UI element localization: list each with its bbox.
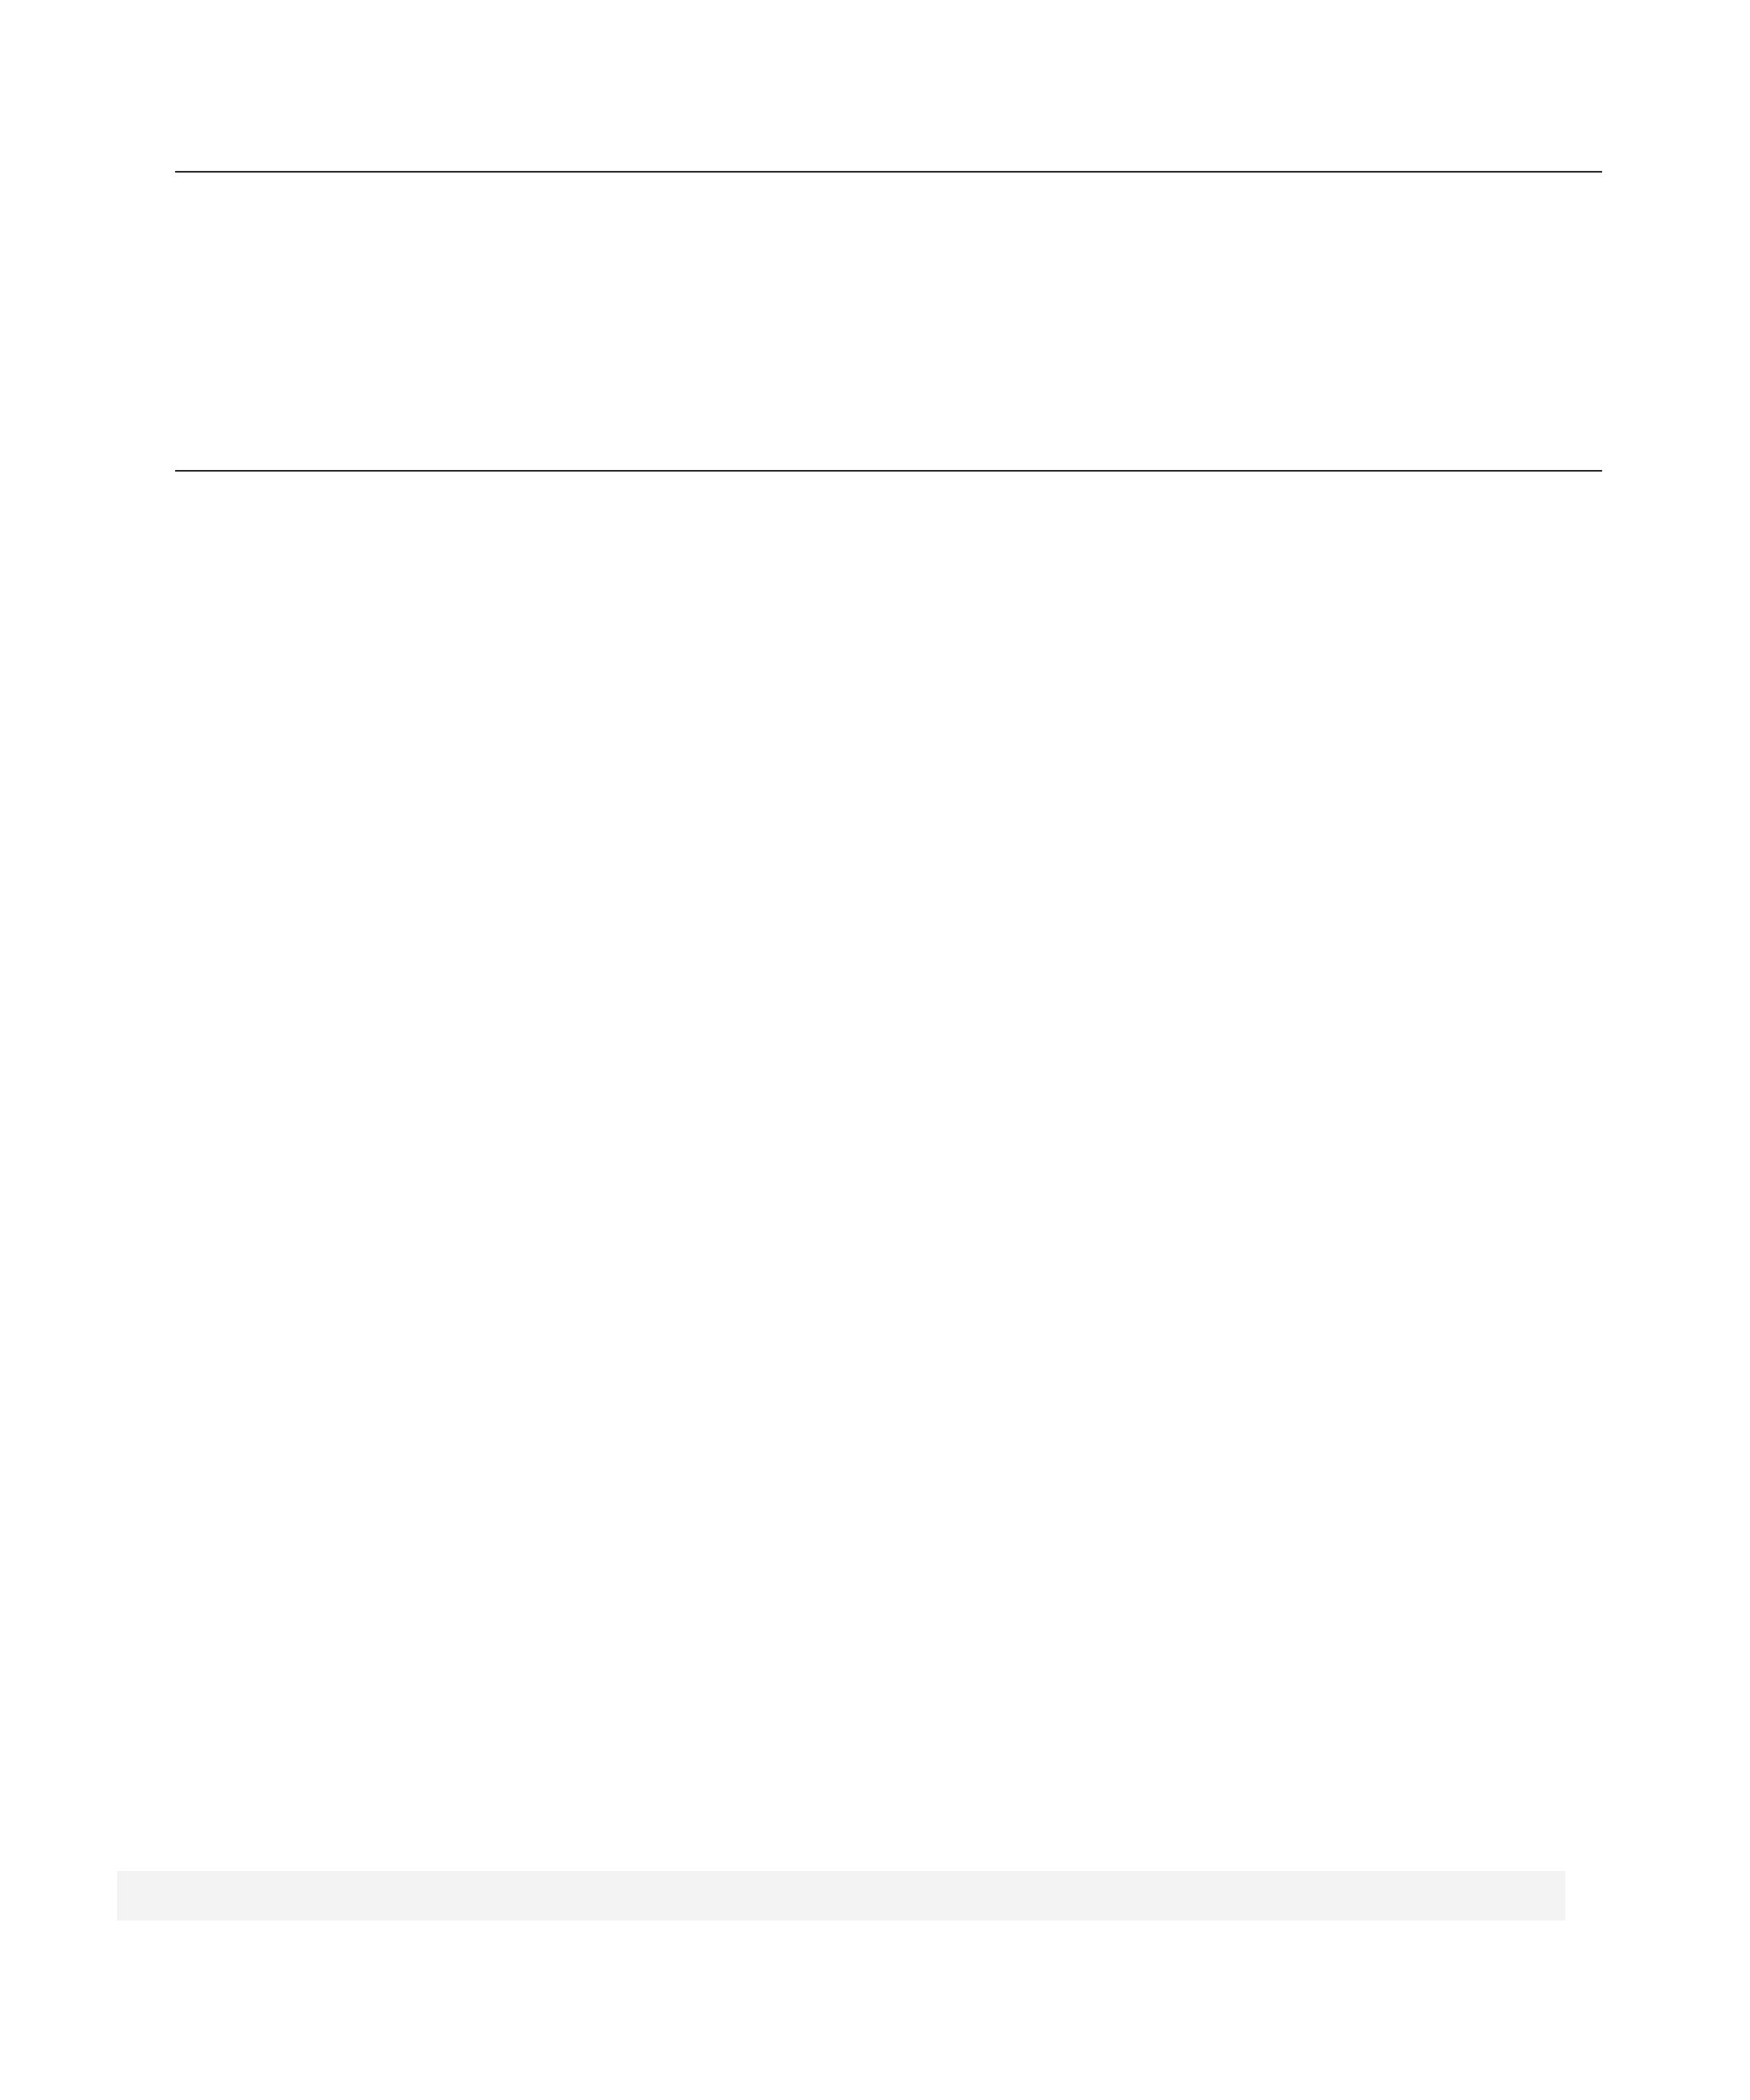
confidentiality-banner: [117, 1871, 1565, 1921]
columns-header-rule: [175, 470, 1602, 472]
quickcodes-header-rule: [175, 171, 1602, 173]
